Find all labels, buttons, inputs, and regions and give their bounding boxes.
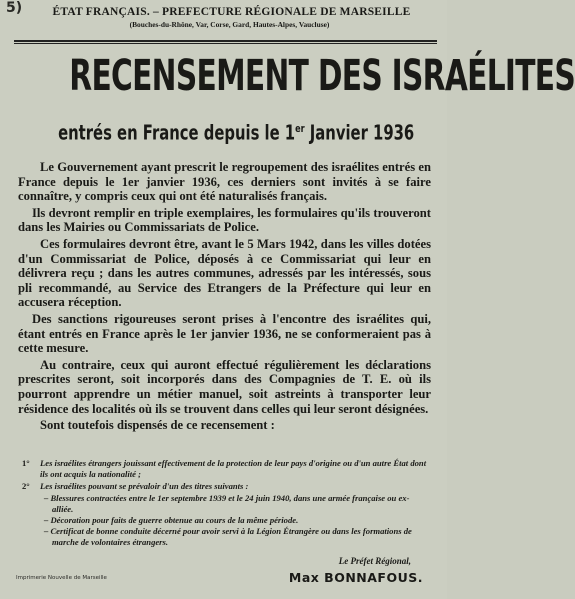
header-rule-thin [14,43,437,44]
subtitle-pre: entrés en France depuis le 1 [58,120,296,145]
header-authority: ÉTAT FRANÇAIS. – PREFECTURE RÉGIONALE DE MARSEILLE [52,6,411,18]
paragraph-1: Le Gouvernement ayant prescrit le regroupement des israélites entrés en France depuis le 1er janvier 1936, ces derniers sont invités à se faire connaître, y compris ceux qui ont été naturalisés français. [18,160,431,204]
subtitle-post: Janvier 1936 [304,120,415,145]
paragraph-3: Ces formulaires devront être, avant le 5 Mars 1942, dans les villes dotées d'un Commissariat de Police, déposés à ce Commissariat qui leur en délivrera reçu ; dans les autres communes, adressés par les intéressés, sous pli recommandé, au Service des Etrangers de la Préfecture qui leur en accusera réception. [18,236,431,310]
list-number: 1° [22,458,30,468]
list-subitem: – Décoration pour faits de guerre obtenue au cours de la même période. [44,515,299,525]
paragraph-6: Sont toutefois dispensés de ce recensement : [40,418,275,433]
list-number: 2° [22,481,30,491]
paragraph-2: Ils devront remplir en triple exemplaires, les formulaires qu'ils trouveront dans les Mairies ou Commissariats de Police. [18,205,431,235]
list-subitem: – Blessures contractées entre le 1er septembre 1939 et le 24 juin 1940, dans une armée française ou ex-alliée. [44,493,410,514]
paragraph-5: Au contraire, ceux qui auront effectué régulièrement les déclarations prescrites seront, soit incorporés dans des Compagnies de T. E. où ils pourront apprendre un métier manuel, soit astreints à transporter leur résidence des localités où ils se trouvent dans celles qui leur seront désignées. [18,357,431,416]
list-text: Les israélites étrangers jouissant effectivement de la protection de leur pays d'origine ou d'un autre État dont ils ont acquis la nationalité ; [40,458,427,479]
exemption-list [22,458,429,548]
header-rule [14,40,437,42]
header-departments: (Bouches-du-Rhône, Var, Corse, Gard, Hautes-Alpes, Vaucluse) [129,20,330,29]
header [0,6,447,30]
body-text [18,160,431,435]
subtitle-sup: er [295,122,305,135]
signature-block [289,556,423,585]
signatory-name: Max BONNAFOUS. [288,570,423,585]
paragraph-4: Des sanctions rigoureuses seront prises à l'encontre des israélites qui, étant entrés en France après le 1er janvier 1936, ne se conformeraient pas à cette mesure. [18,311,431,356]
list-item [22,458,429,480]
poster-subtitle [58,118,415,145]
list-subitem: – Certificat de bonne conduite décerné pour avoir servi à la Légion Étrangère ou dans les formations de marche de volontaires étrangers. [44,526,412,547]
corner-mark: 5) [6,0,23,16]
list-text: Les israélites pouvant se prévaloir d'un des titres suivants : [40,481,249,491]
list-item [22,481,429,492]
poster-title: RECENSEMENT DES ISRAÉLITES [69,51,575,101]
signatory-title: Le Préfet Régional, [338,556,411,566]
printer-credit: Imprimerie Nouvelle de Marseille [16,575,107,581]
